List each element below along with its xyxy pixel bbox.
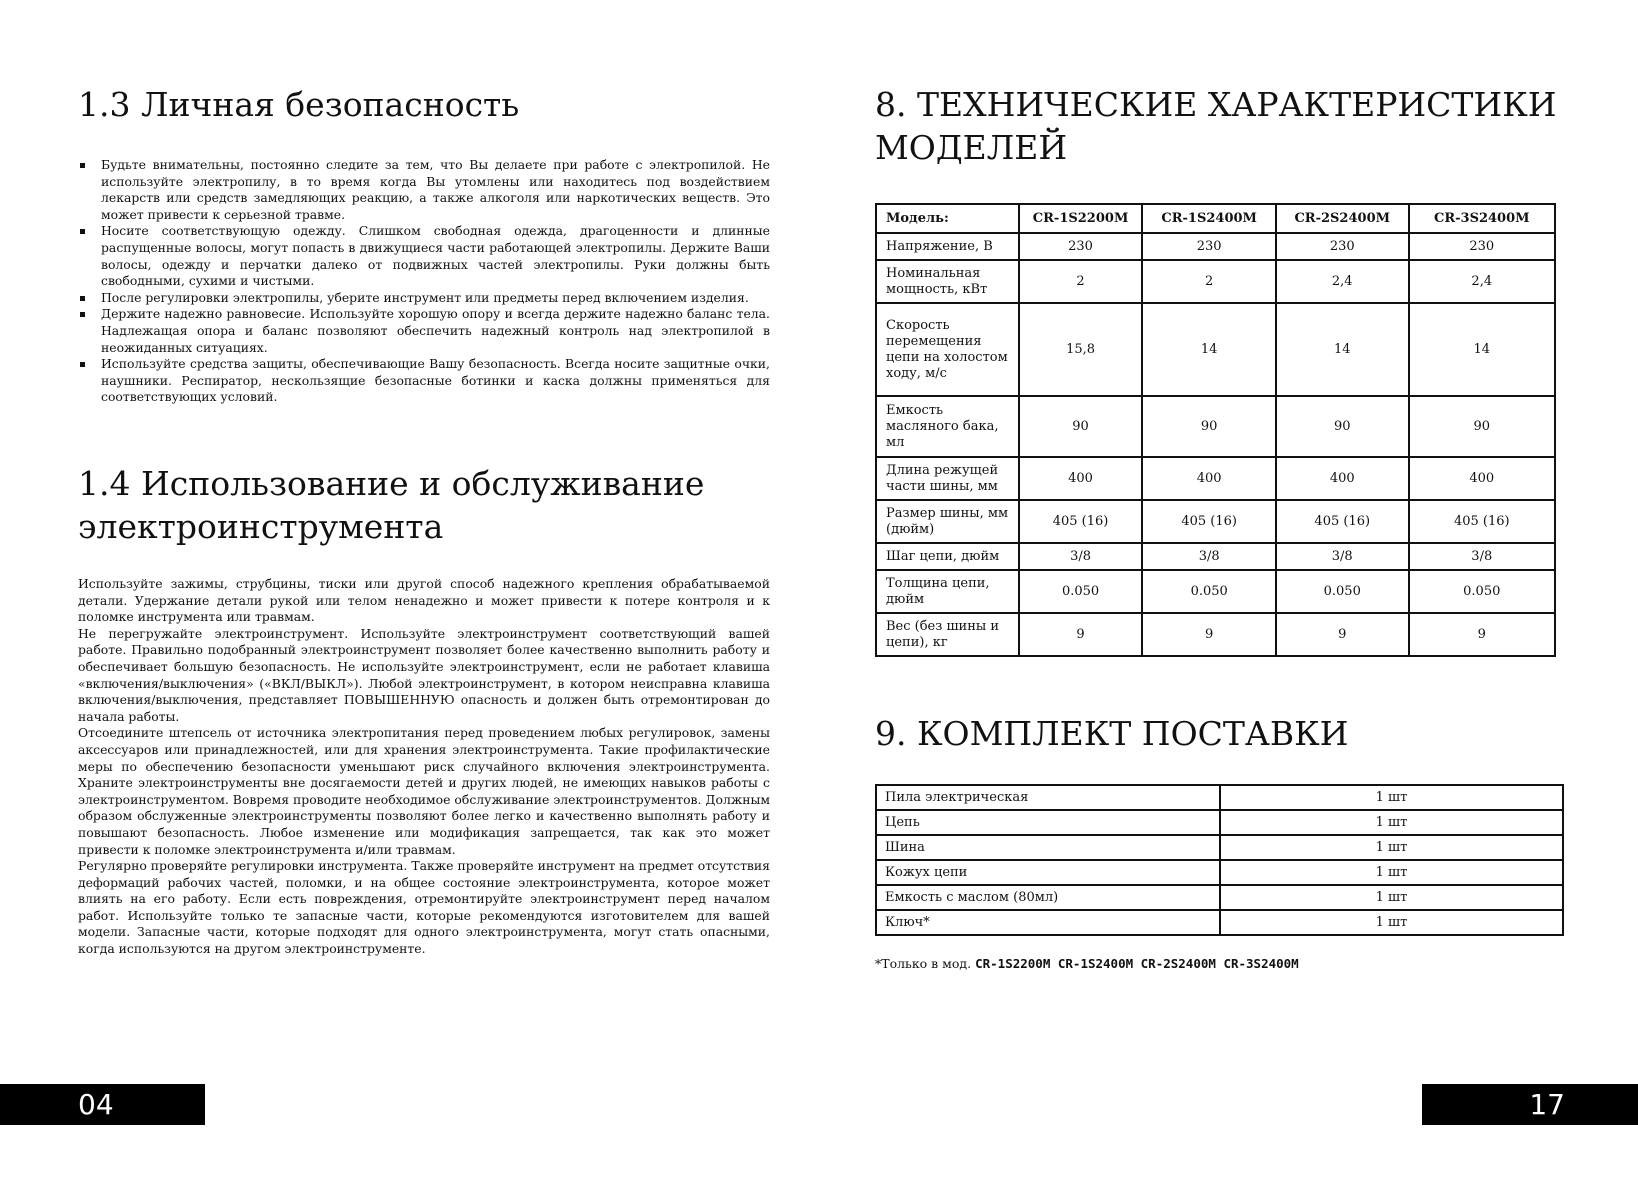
cell: 14 — [1276, 303, 1409, 396]
header-cell: Модель: — [876, 204, 1019, 233]
row-label: Емкость масляного бака, мл — [876, 396, 1019, 457]
cell: 3/8 — [1142, 543, 1276, 570]
header-cell: CR-3S2400M — [1409, 204, 1555, 233]
cell: 2,4 — [1409, 260, 1555, 303]
bullet-square-icon — [80, 296, 85, 301]
table-row — [876, 860, 1563, 885]
cell: 3/8 — [1276, 543, 1409, 570]
item-name: Цепь — [876, 810, 1220, 835]
header-cell: CR-1S2400M — [1142, 204, 1276, 233]
list-item: Носите соответствующую одежду. Слишком свободная одежда, драгоценности и длинные распущенные волосы, могут попасть в движущиеся части работающей электропилы. Держите Ваши волосы, одежду и перчатки далеко от подвижных частей электропилы. Руки должны быть свободными, сухими и чистыми. — [78, 223, 770, 289]
table-row — [876, 570, 1555, 613]
cell: 230 — [1276, 233, 1409, 260]
row-label: Вес (без шины и цепи), кг — [876, 613, 1019, 656]
cell: 0.050 — [1409, 570, 1555, 613]
cell: 0.050 — [1142, 570, 1276, 613]
cell: 14 — [1409, 303, 1555, 396]
cell: 9 — [1409, 613, 1555, 656]
item-name: Кожух цепи — [876, 860, 1220, 885]
section-1-4-title: 1.4 Использование и обслуживание электроинструмента — [78, 464, 705, 546]
list-item: После регулировки электропилы, уберите инструмент или предметы перед включением изделия. — [78, 290, 770, 307]
cell: 15,8 — [1019, 303, 1143, 396]
delivery-set-table — [875, 784, 1564, 936]
paragraph: Не перегружайте электроинструмент. Используйте электроинструмент соответствующий вашей работе. Правильно подобранный электроинструмент позволяет более качественно выполнить работу и обеспечивает большую безопасность. Не используйте электроинструмент, если не работает клавиша «включения/выключения» («ВКЛ/ВЫКЛ»). Любой электроинструмент, в котором неисправна клавиша включения/выключения, представляет ПОВЫШЕННУЮ опасность и должен быть отремонтирован до начала работы. — [78, 625, 770, 724]
row-label: Размер шины, мм (дюйм) — [876, 500, 1019, 543]
row-label: Длина режущей части шины, мм — [876, 457, 1019, 500]
footnote-prefix: *Только в мод. — [875, 956, 972, 971]
table-row — [876, 457, 1555, 500]
page-number-left: 04 — [0, 1084, 205, 1125]
table-row — [876, 910, 1563, 935]
table-row — [876, 543, 1555, 570]
safety-bullet-list — [78, 157, 770, 406]
cell: 3/8 — [1409, 543, 1555, 570]
cell: 90 — [1409, 396, 1555, 457]
cell: 0.050 — [1019, 570, 1143, 613]
item-name: Шина — [876, 835, 1220, 860]
cell: 400 — [1276, 457, 1409, 500]
list-item: Будьте внимательны, постоянно следите за тем, что Вы делаете при работе с электропилой. Не используйте электропилу, в то время когда Вы утомлены или находитесь под воздействием лекарств или средств замедляющих реакцию, а также алкоголя или наркотических веществ. Это может привести к серьезной травме. — [78, 157, 770, 223]
row-label: Шаг цепи, дюйм — [876, 543, 1019, 570]
cell: 400 — [1409, 457, 1555, 500]
cell: 230 — [1142, 233, 1276, 260]
section-9-title: 9. КОМПЛЕКТ ПОСТАВКИ — [875, 714, 1349, 753]
cell: 405 (16) — [1409, 500, 1555, 543]
cell: 400 — [1019, 457, 1143, 500]
cell: 2 — [1019, 260, 1143, 303]
cell: 90 — [1142, 396, 1276, 457]
row-label: Толщина цепи, дюйм — [876, 570, 1019, 613]
cell: 14 — [1142, 303, 1276, 396]
row-label: Напряжение, В — [876, 233, 1019, 260]
item-name: Емкость с маслом (80мл) — [876, 885, 1220, 910]
table-row — [876, 260, 1555, 303]
cell: 405 (16) — [1276, 500, 1409, 543]
item-qty: 1 шт — [1220, 860, 1563, 885]
footnote — [875, 956, 1299, 971]
bullet-square-icon — [80, 163, 85, 168]
cell: 90 — [1276, 396, 1409, 457]
cell: 400 — [1142, 457, 1276, 500]
table-row — [876, 396, 1555, 457]
table-row — [876, 810, 1563, 835]
table-header-row — [876, 204, 1555, 233]
table-row — [876, 613, 1555, 656]
row-label: Скорость перемещения цепи на холостом ходу, м/с — [876, 303, 1019, 396]
cell: 9 — [1142, 613, 1276, 656]
list-item: Используйте средства защиты, обеспечивающие Вашу безопасность. Всегда носите защитные очки, наушники. Респиратор, нескользящие безопасные ботинки и каска должны применяться для соответствующих условий. — [78, 356, 770, 406]
cell: 90 — [1019, 396, 1143, 457]
item-qty: 1 шт — [1220, 835, 1563, 860]
item-qty: 1 шт — [1220, 810, 1563, 835]
cell: 405 (16) — [1019, 500, 1143, 543]
item-name: Пила электрическая — [876, 785, 1220, 810]
list-item: Держите надежно равновесие. Используйте хорошую опору и всегда держите надежно баланс тела. Надлежащая опора и баланс позволяют обеспечить надежный контроль над электропилой в неожиданных ситуациях. — [78, 306, 770, 356]
right-page — [819, 0, 1638, 1190]
cell: 9 — [1276, 613, 1409, 656]
page-number-right: 17 — [1422, 1084, 1638, 1125]
footnote-models: CR-1S2200M CR-1S2400M CR-2S2400M CR-3S2400M — [975, 956, 1299, 971]
table-row — [876, 835, 1563, 860]
cell: 0.050 — [1276, 570, 1409, 613]
maintenance-text — [78, 576, 770, 958]
table-row — [876, 785, 1563, 810]
row-label: Номинальная мощность, кВт — [876, 260, 1019, 303]
paragraph: Отсоедините штепсель от источника электропитания перед проведением любых регулировок, замены аксессуаров или принадлежностей, или для хранения электроинструмента. Такие профилактические меры по обеспечению безопасности уменьшают риск случайного включения электроинструмента. Храните электроинструменты вне досягаемости детей и других людей, не имеющих навыков работы с электроинструментом. Вовремя проводите необходимое обслуживание электроинструментов. Должным образом обслуженные электроинструменты позволяют более легко и качественно выполнять работу и повышают безопасность. Любое изменение или модификация запрещается, так как это может привести к поломке электроинструмента и/или травмам. — [78, 725, 770, 857]
paragraph: Регулярно проверяйте регулировки инструмента. Также проверяйте инструмент на предмет отсутствия деформаций рабочих частей, поломки, и на общее состояние электроинструмента, которое может влиять на его работу. Если есть повреждения, отремонтируйте электроинструмент перед началом работ. Используйте только те запасные части, которые рекомендуются изготовителем для вашей модели. Запасные части, которые подходят для одного электроинструмента, могут стать опасными, когда используются на другом электроинструменте. — [78, 858, 770, 957]
cell: 405 (16) — [1142, 500, 1276, 543]
header-cell: CR-1S2200M — [1019, 204, 1143, 233]
header-cell: CR-2S2400M — [1276, 204, 1409, 233]
table-row — [876, 500, 1555, 543]
bullet-square-icon — [80, 312, 85, 317]
bullet-square-icon — [80, 362, 85, 367]
cell: 9 — [1019, 613, 1143, 656]
table-row — [876, 233, 1555, 260]
section-1-3-title: 1.3 Личная безопасность — [78, 85, 520, 124]
item-qty: 1 шт — [1220, 910, 1563, 935]
cell: 230 — [1019, 233, 1143, 260]
cell: 2 — [1142, 260, 1276, 303]
table-row — [876, 303, 1555, 396]
item-qty: 1 шт — [1220, 885, 1563, 910]
table-row — [876, 885, 1563, 910]
cell: 230 — [1409, 233, 1555, 260]
specs-table — [875, 203, 1556, 657]
item-qty: 1 шт — [1220, 785, 1563, 810]
bullet-square-icon — [80, 229, 85, 234]
cell: 3/8 — [1019, 543, 1143, 570]
item-name: Ключ* — [876, 910, 1220, 935]
cell: 2,4 — [1276, 260, 1409, 303]
section-8-title: 8. ТЕХНИЧЕСКИЕ ХАРАКТЕРИСТИКИ МОДЕЛЕЙ — [875, 85, 1557, 167]
paragraph: Используйте зажимы, струбцины, тиски или другой способ надежного крепления обрабатываемой детали. Удержание детали рукой или телом ненадежно и может привести к потере контроля и к поломке инструмента или травмам. — [78, 576, 770, 625]
